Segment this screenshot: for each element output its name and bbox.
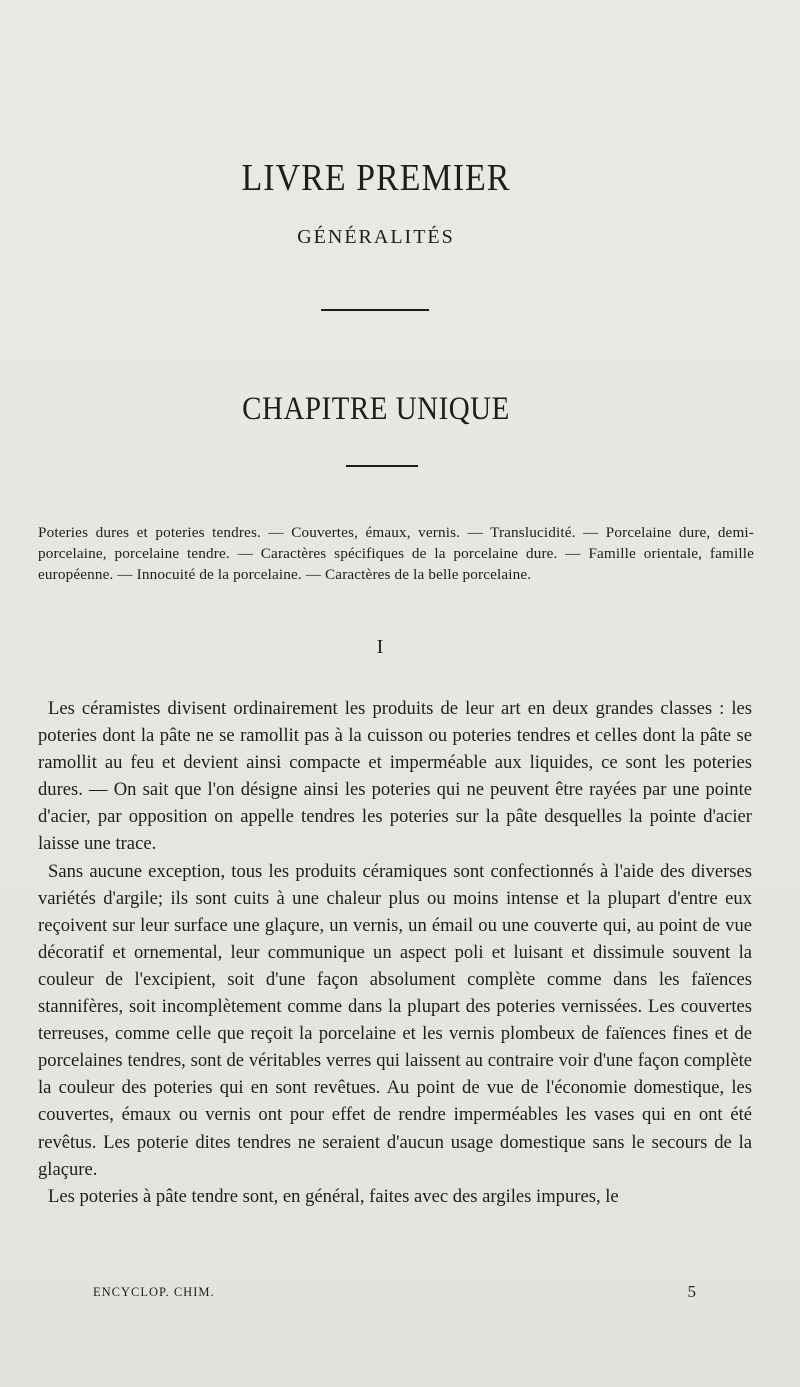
section-numeral: I: [376, 636, 384, 658]
title-divider: [321, 309, 429, 311]
paragraph: Les poteries à pâte tendre sont, en général, faites avec des argiles impures, le: [48, 1185, 619, 1207]
book-title: LIVRE PREMIER: [241, 157, 511, 200]
paragraph: Sans aucune exception, tous les produits céramiques sont confectionnés à l'aide des diverses variétés d'argile; ils sont cuits à une chaleur plus ou moins intense et la plupart d'entre eux reçoivent sur leur surface une glaçure, un vernis, un émail ou une couverte qui, au point de vue décoratif et ornemental, leur communique un aspect poli et luisant et dissimule souvent la couleur de l'excipient, soit d'une façon absolument complète comme dans les faïences stannifères, soit incomplètement comme dans la plupart des poteries vernissées. Les couvertes terreuses, comme celle que reçoit la porcelaine et les vernis plombeux de faïences fines et de porcelaines tendres, sont de véritables verres qui laissent au contraire voir d'une façon complète la couleur des poteries qui en sont revêtues. Au point de vue de l'économie domestique, les couvertes, émaux ou vernis ont pour effet de rendre imperméables les vases qui en ont été revêtus. Les poterie dites tendres ne seraient d'aucun usage domestique sans le secours de la glaçure.: [38, 860, 752, 1180]
chapter-title: CHAPITRE UNIQUE: [242, 391, 510, 427]
body-text: [38, 695, 752, 1210]
page-number: 5: [687, 1282, 697, 1301]
book-subtitle: GÉNÉRALITÉS: [297, 226, 455, 248]
chapter-summary: Poteries dures et poteries tendres. — Couvertes, émaux, vernis. — Translucidité. — Porcelaine dure, demi-porcelaine, porcelaine tendre. — Caractères spécifiques de la porcelaine dure. — Famille orientale, famille européenne. — Innocuité de la porcelaine. — Caractères de la belle porcelaine.: [38, 524, 754, 583]
paragraph: Les céramistes divisent ordinairement les produits de leur art en deux grandes classes : les poteries dont la pâte ne se ramollit pas à la cuisson ou poteries tendres et celles dont la pâte se ramollit au feu et devient ainsi compacte et imperméable aux liquides, ce sont les poteries dures. — On sait que l'on désigne ainsi les poteries qui ne peuvent être rayées par une pointe d'acier, par opposition on appelle tendres les poteries sur la pâte desquelles la pointe d'acier laisse une trace.: [38, 698, 752, 855]
running-head: ENCYCLOP. CHIM.: [93, 1285, 215, 1299]
chapter-divider: [346, 465, 418, 467]
